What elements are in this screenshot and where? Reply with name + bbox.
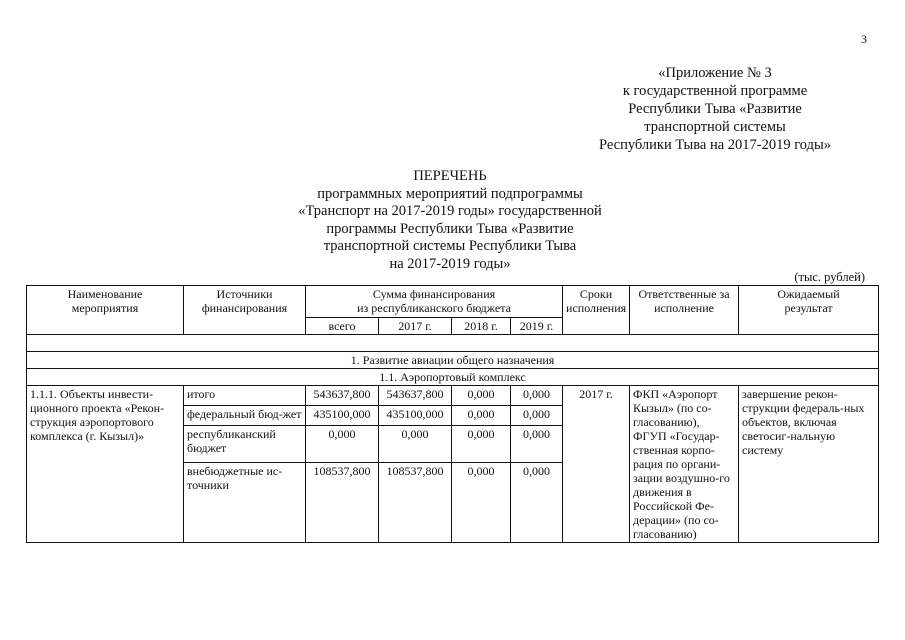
y2017-cell: 0,000 (379, 426, 452, 463)
y2018-cell: 0,000 (452, 426, 511, 463)
appendix-line: Республики Тыва на 2017-2019 годы» (598, 137, 832, 153)
header-source: Источники финансирования (184, 286, 306, 335)
term-cell: 2017 г. (563, 386, 630, 543)
appendix-line: Республики Тыва «Развитие (628, 101, 802, 117)
document-title (250, 168, 650, 273)
source-cell: внебюджетные ис-точники (184, 463, 306, 543)
title-line: «Транспорт на 2017-2019 годы» государственной (298, 203, 602, 219)
title-line: транспортной системы Республики Тыва (323, 238, 577, 254)
title-line: на 2017-2019 годы» (389, 255, 511, 272)
total-cell: 108537,800 (306, 463, 379, 543)
header-responsible: Ответственные за исполнение (630, 286, 739, 335)
y2019-cell: 0,000 (511, 463, 563, 543)
y2019-cell: 0,000 (511, 406, 563, 426)
appendix-line: «Приложение № 3 (658, 65, 772, 81)
y2017-cell: 108537,800 (379, 463, 452, 543)
header-2017: 2017 г. (379, 318, 452, 335)
y2018-cell: 0,000 (452, 463, 511, 543)
item-name: 1.1.1. Объекты инвести-ционного проекта «Рекон-струкция аэропортового комплекса (г. Кызыл)» (27, 386, 184, 543)
header-sum: Сумма финансирования из республиканского бюджета (306, 286, 563, 318)
y2018-cell: 0,000 (452, 386, 511, 406)
title-line: программы Республики Тыва «Развитие (326, 220, 574, 237)
units-label: (тыс. рублей) (794, 270, 865, 284)
y2017-cell: 435100,000 (379, 406, 452, 426)
y2017-cell: 543637,800 (379, 386, 452, 406)
header-2019: 2019 г. (511, 318, 563, 335)
y2019-cell: 0,000 (511, 386, 563, 406)
total-cell: 0,000 (306, 426, 379, 463)
y2018-cell: 0,000 (452, 406, 511, 426)
section-row: 1. Развитие авиации общего назначения (27, 352, 879, 369)
y2019-cell: 0,000 (511, 426, 563, 463)
subsection-row: 1.1. Аэропортовый комплекс (27, 369, 879, 386)
measures-table (26, 285, 879, 543)
total-cell: 543637,800 (306, 386, 379, 406)
source-cell: федеральный бюд-жет (184, 406, 306, 426)
header-total: всего (306, 318, 379, 335)
header-2018: 2018 г. (452, 318, 511, 335)
appendix-line: транспортной системы (644, 119, 786, 135)
responsible-cell: ФКП «Аэропорт Кызыл» (по со-гласованию), ФГУП «Государ-ственная корпо-рация по органи-зации воздушно-го движения в Российской Фе-дерации» (по со-гласованию) (630, 386, 739, 543)
page-number: 3 (861, 32, 867, 46)
source-cell: итого (184, 386, 306, 406)
title-line: программных мероприятий подпрограммы (317, 185, 583, 202)
result-cell: завершение рекон-струкции федераль-ных объектов, включая светосиг-нальную систему (739, 386, 879, 543)
spacer-row (27, 335, 879, 352)
total-cell: 435100,000 (306, 406, 379, 426)
header-name: Наименование мероприятия (27, 286, 184, 335)
appendix-line: к государственной программе (622, 83, 808, 99)
source-cell: республиканский бюджет (184, 426, 306, 463)
header-result: Ожидаемый результат (739, 286, 879, 335)
title-heading: ПЕРЕЧЕНЬ (413, 168, 487, 184)
header-term: Сроки исполнения (563, 286, 630, 335)
appendix-note (565, 64, 865, 154)
